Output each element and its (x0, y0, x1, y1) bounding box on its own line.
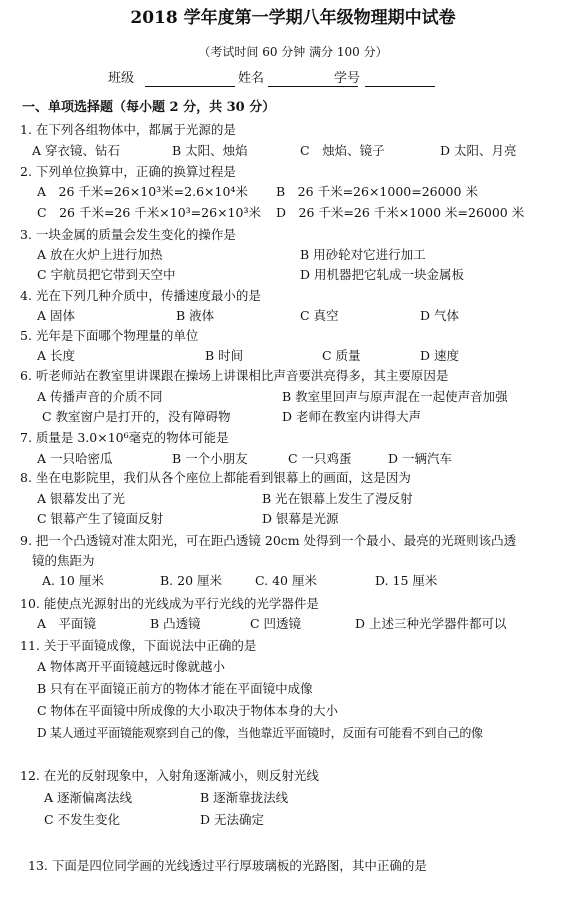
question-option: C 不发生变化 (44, 812, 121, 827)
question-option: C 教室窗户是打开的，没有障碍物 (42, 409, 231, 424)
section-heading: 一、单项选择题（每小题 2 分，共 30 分） (22, 100, 276, 115)
question-option: A 传播声音的介质不同 (37, 389, 163, 404)
question-stem: 3. 一块金属的质量会发生变化的操作是 (20, 227, 236, 242)
question-option: B 液体 (176, 308, 215, 323)
question-option: A 物体离开平面镜越远时像就越小 (37, 659, 226, 674)
question-option: D 用机器把它轧成一块金属板 (300, 267, 464, 282)
question-option: C 凹透镜 (250, 616, 302, 631)
question-option: C 26 千米=26 千米×10³=26×10³米 (37, 205, 261, 220)
question-stem: 8. 坐在电影院里，我们从各个座位上都能看到银幕上的画面，这是因为 (20, 470, 411, 485)
question-stem: 12. 在光的反射现象中，入射角逐渐减小，则反射光线 (20, 768, 319, 783)
question-option: D 速度 (420, 348, 459, 363)
question-option: A 银幕发出了光 (37, 491, 126, 506)
question-option: B 凸透镜 (150, 616, 201, 631)
question-option: D 一辆汽车 (388, 451, 452, 466)
name-label: 姓名 (238, 71, 265, 86)
question-option: B 只有在平面镜正前方的物体才能在平面镜中成像 (37, 681, 313, 696)
question-option: D 气体 (420, 308, 459, 323)
question-option: A 26 千米=26×10³米=2.6×10⁴米 (37, 184, 248, 199)
question-option: B. 20 厘米 (160, 573, 223, 588)
question-option: D 太阳、月亮 (440, 143, 517, 158)
question-option: D. 15 厘米 (375, 573, 438, 588)
class-label: 班级 (108, 71, 135, 86)
question-option: A 穿衣镜、钻石 (32, 143, 121, 158)
question-option: B 时间 (205, 348, 244, 363)
question-stem: 10. 能使点光源射出的光线成为平行光线的光学器件是 (20, 596, 319, 611)
question-option: B 一个小朋友 (172, 451, 248, 466)
question-option: D 26 千米=26 千米×1000 米=26000 米 (276, 205, 525, 220)
question-stem: 1. 在下列各组物体中，都属于光源的是 (20, 122, 236, 137)
question-option: B 太阳、烛焰 (172, 143, 248, 158)
question-option: D 银幕是光源 (262, 511, 339, 526)
exam-title: 2018 学年度第一学期八年级物理期中试卷 (130, 8, 456, 28)
question-option: C 宇航员把它带到天空中 (37, 267, 176, 282)
question-option: C 烛焰、镜子 (300, 143, 385, 158)
question-stem: 5. 光年是下面哪个物理量的单位 (20, 328, 199, 343)
question-option: D 上述三种光学器件都可以 (355, 616, 507, 631)
question-option: B 用砂轮对它进行加工 (300, 247, 426, 262)
question-option: C. 40 厘米 (255, 573, 317, 588)
id-blank (365, 71, 435, 87)
question-option: A 平面镜 (37, 616, 97, 631)
id-label: 学号 (334, 71, 361, 86)
question-stem: 2. 下列单位换算中，正确的换算过程是 (20, 164, 236, 179)
question-stem: 4. 光在下列几种介质中，传播速度最小的是 (20, 288, 261, 303)
question-option: D 无法确定 (200, 812, 264, 827)
question-stem: 11. 关于平面镜成像，下面说法中正确的是 (20, 638, 257, 653)
question-option: C 质量 (322, 348, 361, 363)
question-stem-continued: 镜的焦距为 (32, 553, 95, 568)
question-option: C 物体在平面镜中所成像的大小取决于物体本身的大小 (37, 703, 339, 718)
question-stem: 9. 把一个凸透镜对准太阳光，可在距凸透镜 20cm 处得到一个最小、最亮的光斑则该凸透 (20, 533, 517, 548)
question-stem: 6. 听老师站在教室里讲课跟在操场上讲课相比声音要洪亮得多，其主要原因是 (20, 368, 449, 383)
question-option: D 老师在教室内讲得大声 (282, 409, 421, 424)
exam-subtitle: （考试时间 60 分钟 满分 100 分） (198, 45, 388, 59)
question-option: A 一只哈密瓜 (37, 451, 113, 466)
question-stem: 7. 质量是 3.0×10⁶毫克的物体可能是 (20, 430, 229, 445)
question-option: C 银幕产生了镜面反射 (37, 511, 164, 526)
question-option: A 固体 (37, 308, 76, 323)
class-blank (145, 71, 235, 87)
question-option: C 真空 (300, 308, 339, 323)
question-option: A. 10 厘米 (42, 573, 104, 588)
question-option: B 26 千米=26×1000=26000 米 (276, 184, 478, 199)
question-option: B 教室里回声与原声混在一起使声音加强 (282, 389, 508, 404)
question-option: A 放在火炉上进行加热 (37, 247, 163, 262)
question-option: C 一只鸡蛋 (288, 451, 352, 466)
question-option: A 长度 (37, 348, 76, 363)
question-option: B 光在银幕上发生了漫反射 (262, 491, 413, 506)
question-option: A 逐渐偏离法线 (44, 790, 133, 805)
question-option: B 逐渐靠拢法线 (200, 790, 289, 805)
question-stem: 13. 下面是四位同学画的光线透过平行厚玻璃板的光路图，其中正确的是 (28, 858, 427, 873)
question-option: D 某人通过平面镜能观察到自己的像，当他靠近平面镜时，反面有可能看不到自己的像 (37, 726, 483, 740)
